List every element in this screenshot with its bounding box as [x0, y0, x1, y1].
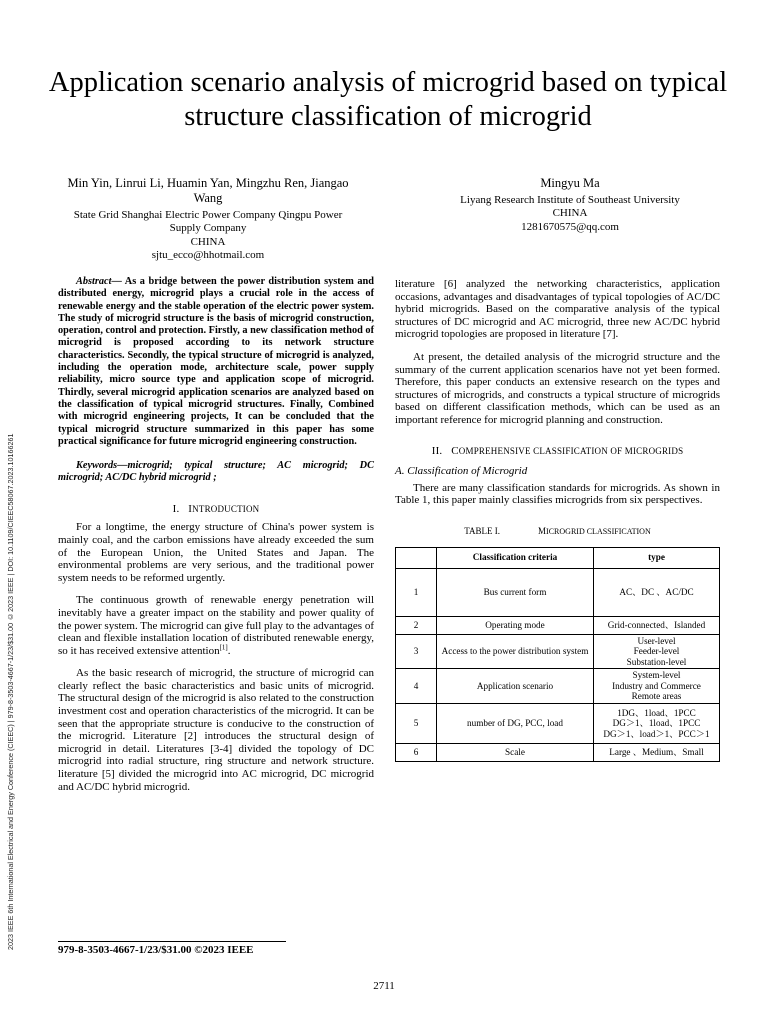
table-cell-type: [594, 568, 720, 616]
microgrid-classification-table: [395, 547, 720, 763]
author-email[interactable]: sjtu_ecco@hhotmail.com: [151, 249, 265, 262]
table-cell-criteria: Scale: [437, 744, 594, 762]
table-cell-criteria: Access to the power distribution system: [437, 634, 594, 669]
table-cell-type-line: Substation-level: [626, 656, 687, 667]
table-cell-type-line: DG＞1、1load、1PCC: [612, 718, 701, 729]
author-block-left: [58, 176, 358, 263]
left-column: [58, 276, 374, 803]
table-cell-number: 6: [396, 744, 437, 762]
section-heading-introduction: [58, 503, 374, 516]
table-cell-type-line: 1DG、1load、1PCC: [617, 707, 696, 718]
table-cell-number: 1: [396, 568, 437, 616]
table-cell-type: [594, 669, 720, 704]
table-header-cell: type: [594, 547, 720, 568]
intro-paragraph-2: [58, 594, 374, 657]
intro-paragraph-4: literature [6] analyzed the networking characteristics, application occasions, advantages and disadvantages of typical topologies of AC/DC hybrid microgrids. Based on the comparative analysis of the typical structures of DC microgrid and AC microgrid, three new AC/DC hybrid microgrid topologies are proposed in literature [7].: [395, 278, 720, 341]
keywords: Keywords—microgrid; typical structure; AC microgrid; DC microgrid; AC/DC hybrid microgrid ;: [58, 460, 374, 484]
author-block-right: [420, 176, 720, 234]
table-caption-rest: ICROGRID CLASSIFICATION: [546, 526, 651, 536]
author-names: Mingyu Ma: [540, 176, 600, 190]
intro-paragraph-5: At present, the detailed analysis of the microgrid structure and the summary of the current application scenarios have not yet been formed. Therefore, this paper conducts an extensive research on the types and structures of microgrids, and constructs a typical structure of microgrids based on different classification methods, which can be used as an important reference for microgrid planning and construction.: [395, 350, 720, 426]
table-body: [396, 568, 720, 762]
table-cell-number: 3: [396, 634, 437, 669]
table-header-cell: Classification criteria: [437, 547, 594, 568]
table-row: [396, 669, 720, 704]
doi-side-note: 2023 IEEE 6th International Electrical and Energy Conference (CIEEC) | 979-8-3503-4667-1/23/$31.00 ©2023 IEEE | DOI: 10.1109/CIEEC58067.2023.10166261: [6, 433, 15, 950]
section-initial: I: [188, 502, 193, 515]
intro-paragraph-2-text: The continuous growth of renewable energy penetration will inevitably have a greater impact on the stability and power quality of the power system. The microgrid can give full play to the advantages of clean and flexible installation location of distributed renewable energy, so it has received extensive attention: [58, 594, 374, 657]
abstract-text: — As a bridge between the power distribution system and distributed energy, microgrid plays a crucial role in the access of renewable energy and the stable operation of the electric power system. The study of microgrid structure is the basis of microgrid construction, operation, control and protection. Firstly, a new classification method of microgrid is proposed according to its network structure characteristics. Secondly, the typical structure of microgrid is analyzed, including the operation mode, architecture scale, power supply reliability, micro source type and application scope of microgrid. Thirdly, several microgrid application scenarios are analyzed based on the classification of typical microgrid structures. Finally, Combined with microgrid engineering projects, It can be concluded that the typical microgrid structure summarized in this paper has some practical significance for future microgrid engineering construction.: [58, 276, 374, 447]
intro-paragraph-3: As the basic research of microgrid, the structure of microgrid can clearly reflect the basic characteristics and basic units of microgrid. The structural design of the microgrid is also related to the construction investment cost and operation characteristics of the microgrid. It can be seen that the appropriate structure is conducive to the construction of the microgrid. Literature [2] introduces the structural design of microgrid in detail. Literatures [3-4] divided the topology of DC microgrid into radial structure, ring structure and network structure. literature [5] divided the microgrid into AC microgrid, DC microgrid and AC/DC hybrid microgrid.: [58, 667, 374, 793]
abstract-lead: Abstract: [76, 276, 112, 287]
table-cell-number: 4: [396, 669, 437, 704]
section-number: II.: [431, 444, 443, 457]
author-country: CHINA: [552, 207, 588, 220]
section-heading-classification: [395, 445, 720, 458]
table-row: [396, 634, 720, 669]
paper-title: Application scenario analysis of microgrid based on typical structure classification of microgrid: [48, 67, 728, 132]
intro-paragraph-2-end: .: [227, 644, 231, 657]
table-header-cell: [396, 547, 437, 568]
table-cell-type-line: Large 、Medium、Small: [609, 747, 704, 758]
table-cell-type: [594, 704, 720, 744]
table-cell-criteria: Application scenario: [437, 669, 594, 704]
author-affiliation: State Grid Shanghai Electric Power Company Qingpu Power Supply Company: [73, 209, 343, 235]
table-row: [396, 568, 720, 616]
table-cell-number: 2: [396, 616, 437, 634]
author-email[interactable]: 1281670575@qq.com: [521, 220, 619, 233]
table-number: TABLE I.: [464, 525, 501, 536]
page-number: 2711: [373, 980, 395, 992]
table-caption-initial: M: [538, 525, 547, 536]
table-cell-type-line: Industry and Commerce: [612, 680, 701, 691]
table-cell-type-line: DG＞1、load＞1、PCC＞1: [603, 728, 710, 739]
table-cell-criteria: Operating mode: [437, 616, 594, 634]
section-initial: C: [451, 444, 459, 457]
author-names: Min Yin, Linrui Li, Huamin Yan, Mingzhu Ren, Jiangao Wang: [67, 176, 349, 205]
section-number: I.: [172, 502, 180, 515]
copyright-footer: 979-8-3503-4667-1/23/$31.00 ©2023 IEEE: [58, 944, 254, 956]
table-cell-type-line: User-level: [637, 635, 676, 646]
table-row: [396, 704, 720, 744]
table-cell-number: 5: [396, 704, 437, 744]
table-cell-criteria: Bus current form: [437, 568, 594, 616]
table-cell-type-line: Feeder-level: [633, 646, 680, 657]
author-country: CHINA: [190, 235, 226, 248]
author-affiliation: Liyang Research Institute of Southeast University: [460, 194, 680, 206]
table-cell-type-line: Remote areas: [631, 691, 682, 702]
citation-ref: [1]: [219, 643, 228, 652]
table-header-row: [396, 547, 720, 568]
table-cell-type-line: Grid-connected、Islanded: [607, 619, 706, 630]
table-caption: [395, 525, 720, 539]
table-cell-type: [594, 634, 720, 669]
table-cell-type: [594, 616, 720, 634]
abstract: [58, 276, 374, 448]
table-cell-type: [594, 744, 720, 762]
table-row: [396, 616, 720, 634]
right-column: [395, 278, 720, 762]
subsection-heading: A. Classification of Microgrid: [395, 465, 528, 478]
table-row: [396, 744, 720, 762]
classification-paragraph: There are many classification standards for microgrids. As shown in Table 1, this paper mainly classifies microgrids from six perspectives.: [395, 481, 720, 507]
footer-rule: [58, 941, 286, 942]
table-cell-type-line: AC、DC 、AC/DC: [619, 586, 694, 597]
table-cell-criteria: number of DG, PCC, load: [437, 704, 594, 744]
section-title-rest: OMPREHENSIVE CLASSIFICATION OF MICROGRIDS: [458, 445, 684, 456]
table-cell-type-line: System-level: [632, 670, 681, 681]
section-title-rest: NTRODUCTION: [192, 503, 260, 514]
intro-paragraph-1: For a longtime, the energy structure of China's power system is mainly coal, and the carbon emissions have already exceeded the sum of the European Union, the United States and Japan. The environmental problems are very serious, and the traditional power system needs to be reformed urgently.: [58, 521, 374, 584]
